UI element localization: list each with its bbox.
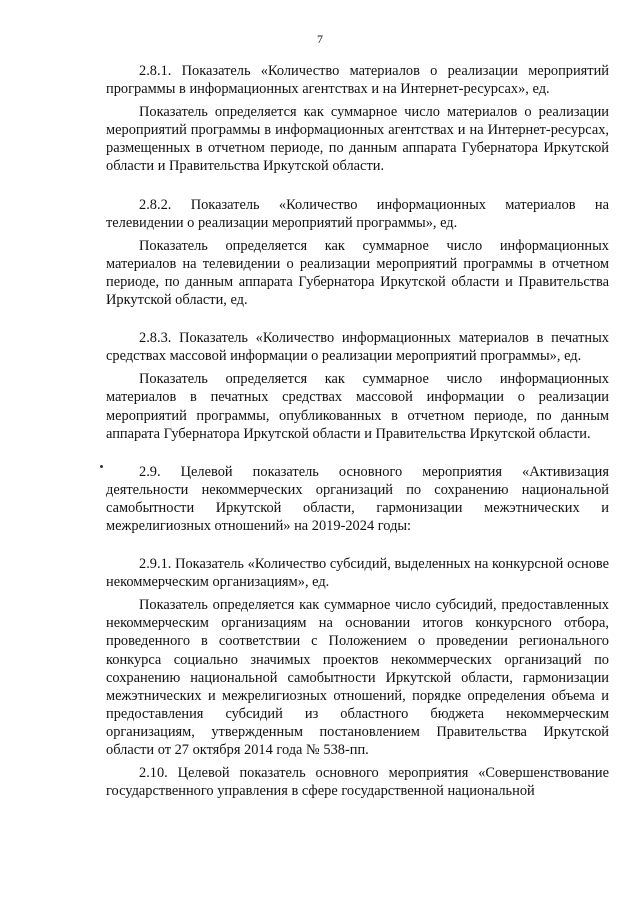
section-2-9-heading: 2.9. Целевой показатель основного мероприятия «Активизация деятельности некоммерческих организаций по сохранению национальной самобытности Иркутской области, гармонизации межэтнических и межрелигиозных отношений» на 2019-2024 годы: [106,463,609,534]
section-2-9-1-heading: 2.9.1. Показатель «Количество субсидий, выделенных на конкурсной основе некоммерческим организациям», ед. [106,556,609,591]
document-body [106,62,609,800]
section-2-8-2-heading: 2.8.2. Показатель «Количество информационных материалов на телевидении о реализации мероприятий программы», ед. [106,196,609,231]
section-2-8-2-text: Показатель определяется как суммарное число информационных материалов на телевидении о реализации мероприятий программы в отчетном периоде, по данным аппарата Губернатора Иркутской области и Правительства Иркутской области, ед. [106,237,609,309]
section-2-8-1-text: Показатель определяется как суммарное число материалов о реализации мероприятий программы в информационных агентствах и на Интернет-ресурсах, размещенных в отчетном периоде, по данным аппарата Губернатора Иркутской области и Правительства Иркутской области. [106,104,609,175]
section-2-10-heading: 2.10. Целевой показатель основного мероприятия «Совершенствование государственного управления в сфере государственной национальной [106,765,609,800]
page-number: 7 [317,32,323,46]
section-2-8-3-text: Показатель определяется как суммарное число информационных материалов в печатных средствах массовой информации о реализации мероприятий программы, опубликованных в отчетном периоде, по данным аппарата Губернатора Иркутской области и Правительства Иркутской области. [106,371,609,442]
section-2-8-3-heading: 2.8.3. Показатель «Количество информационных материалов в печатных средствах массовой информации о реализации мероприятий программы», ед. [106,330,609,365]
scan-dot-mark [100,465,103,468]
section-2-8-1-heading: 2.8.1. Показатель «Количество материалов о реализации мероприятий программы в информационных агентствах и на Интернет-ресурсах», ед. [106,63,609,98]
section-2-9-1-text: Показатель определяется как суммарное число субсидий, предоставленных некоммерческим организациям на основании итогов конкурсного отбора, проведенного в соответствии с Положением о проведении регионального конкурса социально значимых проектов некоммерческих организаций по сохранению национальной самобытности Иркутской области, гармонизации межэтнических и межрелигиозных отношений, порядке определения объема и предоставления субсидий из областного бюджета некоммерческим организациям, утвержденным постановлением Правительства Иркутской области от 27 октября 2014 года № 538-пп. [106,597,609,758]
